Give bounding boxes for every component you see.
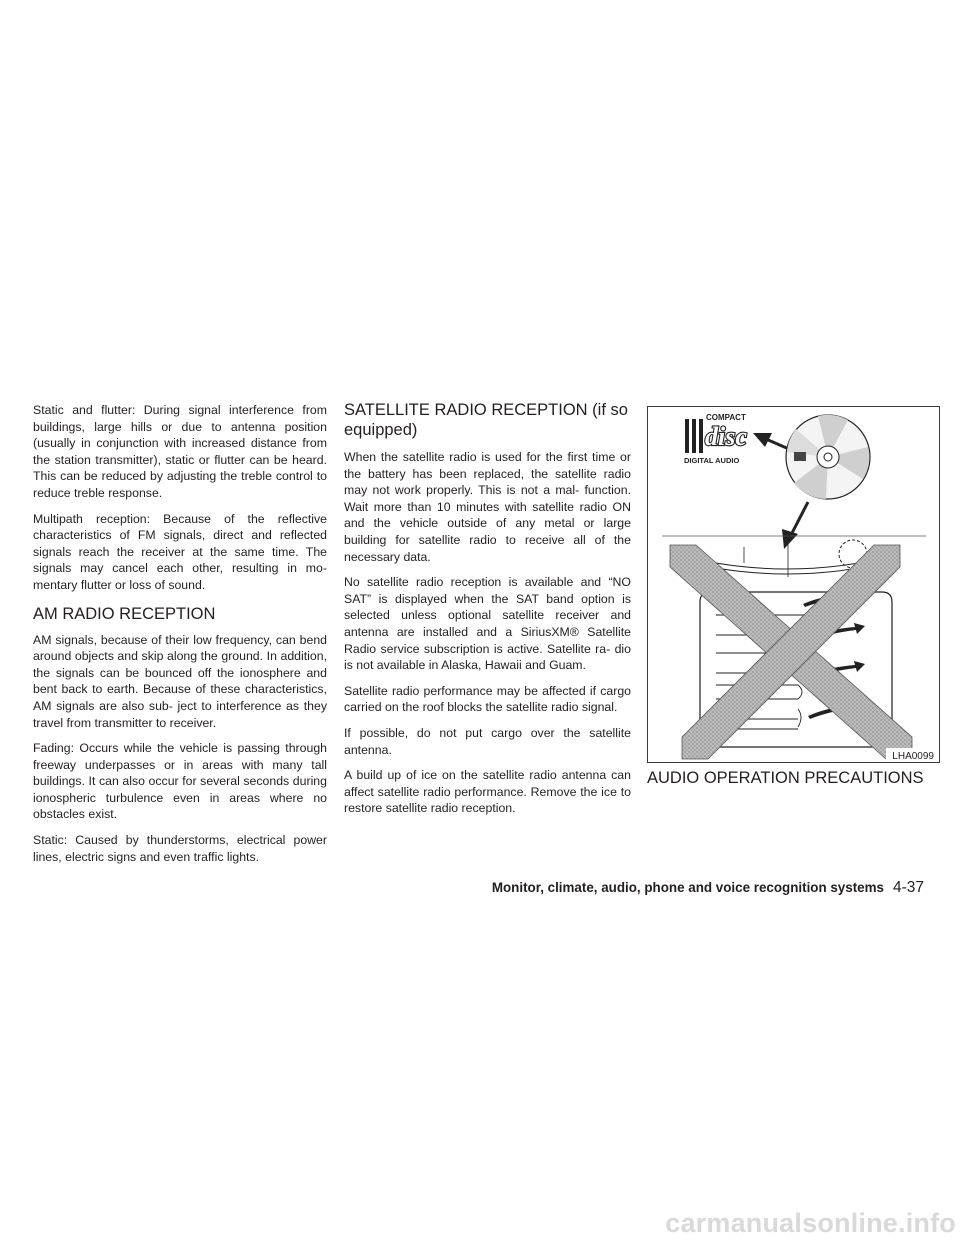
prohibited-x-icon	[670, 545, 912, 759]
paragraph-ice: A build up of ice on the satellite radio antenna can affect satellite radio performance. Remove the ice to restore satellite radio reception.	[344, 768, 631, 816]
page-footer	[424, 879, 924, 901]
heading-audio-precautions: AUDIO OPERATION PRECAUTIONS	[647, 769, 924, 787]
watermark: carmanualsonline.info	[665, 1208, 956, 1238]
heading-am-radio: AM RADIO RECEPTION	[33, 604, 216, 623]
compact-disc-logo	[684, 413, 747, 465]
paragraph-cargo: If possible, do not put cargo over the satellite antenna.	[344, 725, 631, 757]
figure-label: LHA0099	[892, 751, 934, 762]
logo-disc-text: disc	[705, 422, 747, 451]
column-left	[33, 402, 327, 874]
paragraph-multipath: Multipath reception: Because of the reflective characteristics of FM signals, direct and reflected signals reach the receiver at the same time. The signals may cancel each other, resulting in mo- mentary flutter or loss of sound.	[33, 511, 327, 592]
logo-digital-audio-text: DIGITAL AUDIO	[684, 456, 740, 465]
column-middle	[344, 402, 631, 826]
paragraph-no-sat: No satellite radio reception is available and “NO SAT” is displayed when the SAT band option is selected unless optional satellite receiver and antenna are installed and a SiriusXM® Satellite Radio service subscription is active. Satellite ra- dio is not available in Alaska, Hawaii and Guam.	[344, 575, 631, 673]
paragraph-sat-performance: Satellite radio performance may be affected if cargo carried on the roof blocks the satellite radio signal.	[344, 683, 631, 715]
heading-satellite-radio: SATELLITE RADIO RECEPTION (if so equipped)	[344, 401, 628, 439]
paragraph-static: Static: Caused by thunderstorms, electrical power lines, electric signs and even traffic lights.	[33, 833, 327, 864]
paragraph-fading: Fading: Occurs while the vehicle is passing through freeway underpasses or in areas with many tall buildings. It can also occur for several seconds during ionospheric turbulence even in areas where no obstacles exist.	[33, 741, 327, 822]
figure-cd-illustration	[647, 406, 940, 763]
cd-slot-illustration	[648, 407, 939, 762]
page-number: 4-37	[892, 879, 924, 896]
paragraph-static-flutter: Static and flutter: During signal interference from buildings, large hills or due to antenna position (usually in conjunction with increased distance from the station transmitter), static or flutter can be heard. This can be reduced by adjusting the treble control to reduce treble response.	[33, 403, 327, 500]
compact-disc-icon	[786, 415, 870, 499]
footer-section-title: Monitor, climate, audio, phone and voice recognition systems	[491, 880, 884, 895]
paragraph-am-signals: AM signals, because of their low frequency, can bend around objects and skip along the ground. In addition, the signals can be bounced off the ionosphere and bent back to earth. Because of these characteristics, AM signals are also sub- ject to interference as they travel from transmitter to receiver.	[33, 632, 327, 730]
logo-compact-text: COMPACT	[706, 413, 746, 422]
paragraph-sat-first-use: When the satellite radio is used for the first time or the battery has been replaced, the satellite radio may not work properly. This is not a mal- function. Wait more than 10 minutes with satellite radio ON and the vehicle outside of any metal or large building for satellite radio to receive all of the necessary data.	[344, 450, 631, 564]
arrow-to-slot-icon	[782, 502, 808, 549]
